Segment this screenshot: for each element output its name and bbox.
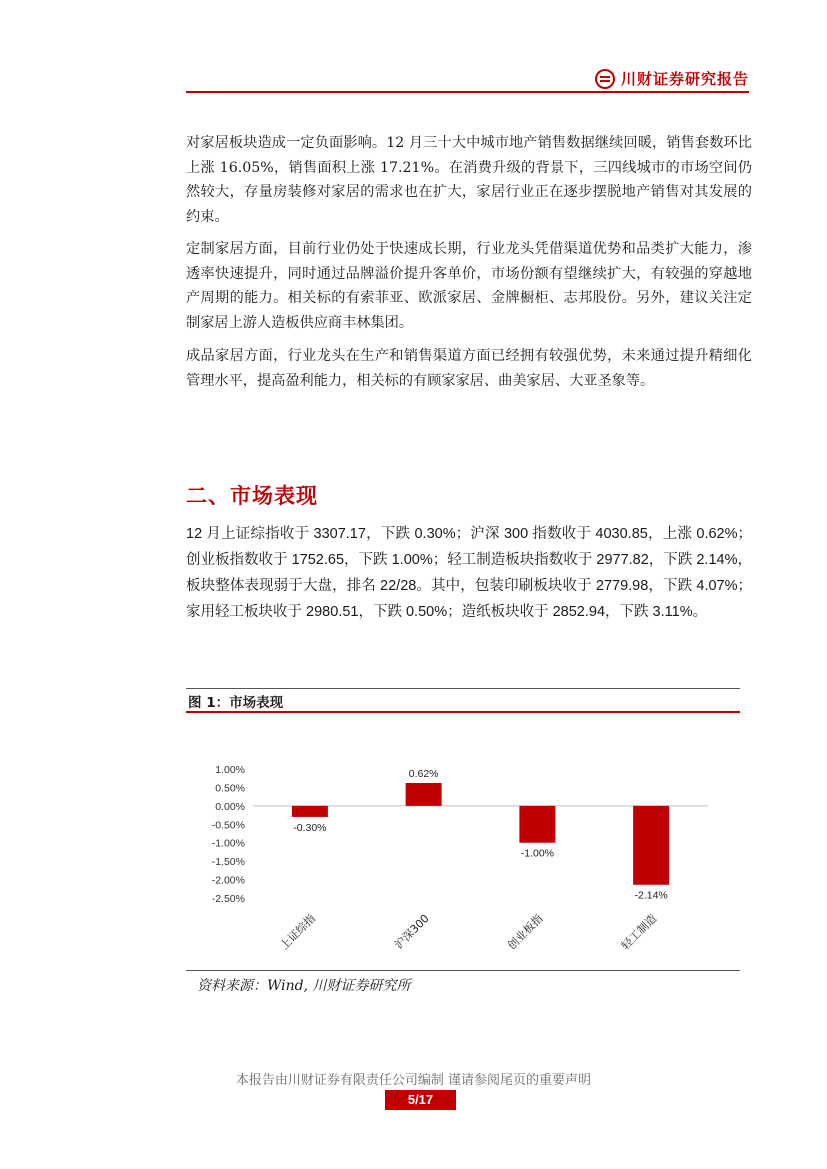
paragraph-custom-furniture: 定制家居方面，目前行业仍处于快速成长期，行业龙头凭借渠道优势和品类扩大能力，渗透率快速提升，同时通过品牌溢价提升客单价，市场份额有望继续扩大，有较强的穿越地产周期的能力。相关标的有索菲亚、欧派家居、金牌橱柜、志邦股份。另外，建议关注定制家居上游人造板供应商丰林集团。: [186, 241, 752, 331]
data-label: -1.00%: [520, 847, 555, 860]
category-label: 轻工制造: [618, 911, 660, 953]
category-label: 上证综指: [277, 911, 318, 953]
y-tick-label: 0.00%: [215, 800, 245, 813]
bar: [292, 806, 328, 817]
section-title: 二、市场表现: [186, 484, 318, 508]
y-tick-label: -1.00%: [211, 837, 245, 850]
paragraph-finished-furniture: 成品家居方面，行业龙头在生产和销售渠道方面已经拥有较强优势，未来通过提升精细化管理水平，提高盈利能力，相关标的有顾家家居、曲美家居、大亚圣象等。: [186, 348, 752, 389]
market-performance-chart: [186, 714, 740, 968]
report-header: [595, 68, 749, 89]
paragraph-home-market: 对家居板块造成一定负面影响。12 月三十大中城市地产销售数据继续回暖，销售套数环比上涨 16.05%，销售面积上涨 17.21%。在消费升级的背景下，三四线城市的市场空间仍然较大，存量房装修对家居的需求也在扩大，家居行业正在逐步摆脱地产销售对其发展的约束。: [186, 135, 752, 225]
data-label: -0.30%: [293, 821, 327, 834]
y-tick-label: 0.50%: [215, 782, 245, 795]
brand-name: 川财证券研究报告: [620, 70, 749, 88]
category-label: 沪深300: [392, 911, 432, 952]
data-label: -2.14%: [634, 889, 668, 902]
y-tick-label: -2.00%: [211, 874, 245, 887]
category-label: 创业板指: [505, 911, 546, 953]
header-divider: [186, 91, 749, 93]
y-tick-label: -1.50%: [211, 856, 245, 869]
bar: [519, 806, 555, 843]
page-number: 5/17: [385, 1090, 456, 1110]
bar: [633, 806, 669, 885]
figure-source: 资料来源：Wind, 川财证券研究所: [197, 978, 411, 994]
figure-title: 图 1：市场表现: [188, 695, 284, 711]
y-tick-label: -2.50%: [211, 893, 245, 905]
brand-logo-icon: [595, 69, 615, 89]
data-label: 0.62%: [408, 768, 439, 781]
y-tick-label: 1.00%: [215, 764, 245, 776]
figure-title-rule: [186, 711, 740, 713]
figure-bottom-rule: [186, 970, 740, 971]
paragraph-market-performance: 12 月上证综指收于 3307.17，下跌 0.30%；沪深 300 指数收于 4030.85，上涨 0.62%；创业板指数收于 1752.65，下跌 1.00%；轻工制造板块指数收于 2977.82，下跌 2.14%，板块整体表现弱于大盘，排名 22/28。其中，包装印刷板块收于 2779.98，下跌 4.07%；家用轻工板块收于 2980.51，下跌 0.50%；造纸板块收于 2852.94，下跌 3.11%。: [186, 526, 752, 620]
figure-top-rule: [186, 688, 740, 689]
footer-disclaimer: 本报告由川财证券有限责任公司编制 谨请参阅尾页的重要声明: [235, 1073, 592, 1088]
bar: [406, 783, 442, 806]
y-tick-label: -0.50%: [211, 819, 245, 832]
